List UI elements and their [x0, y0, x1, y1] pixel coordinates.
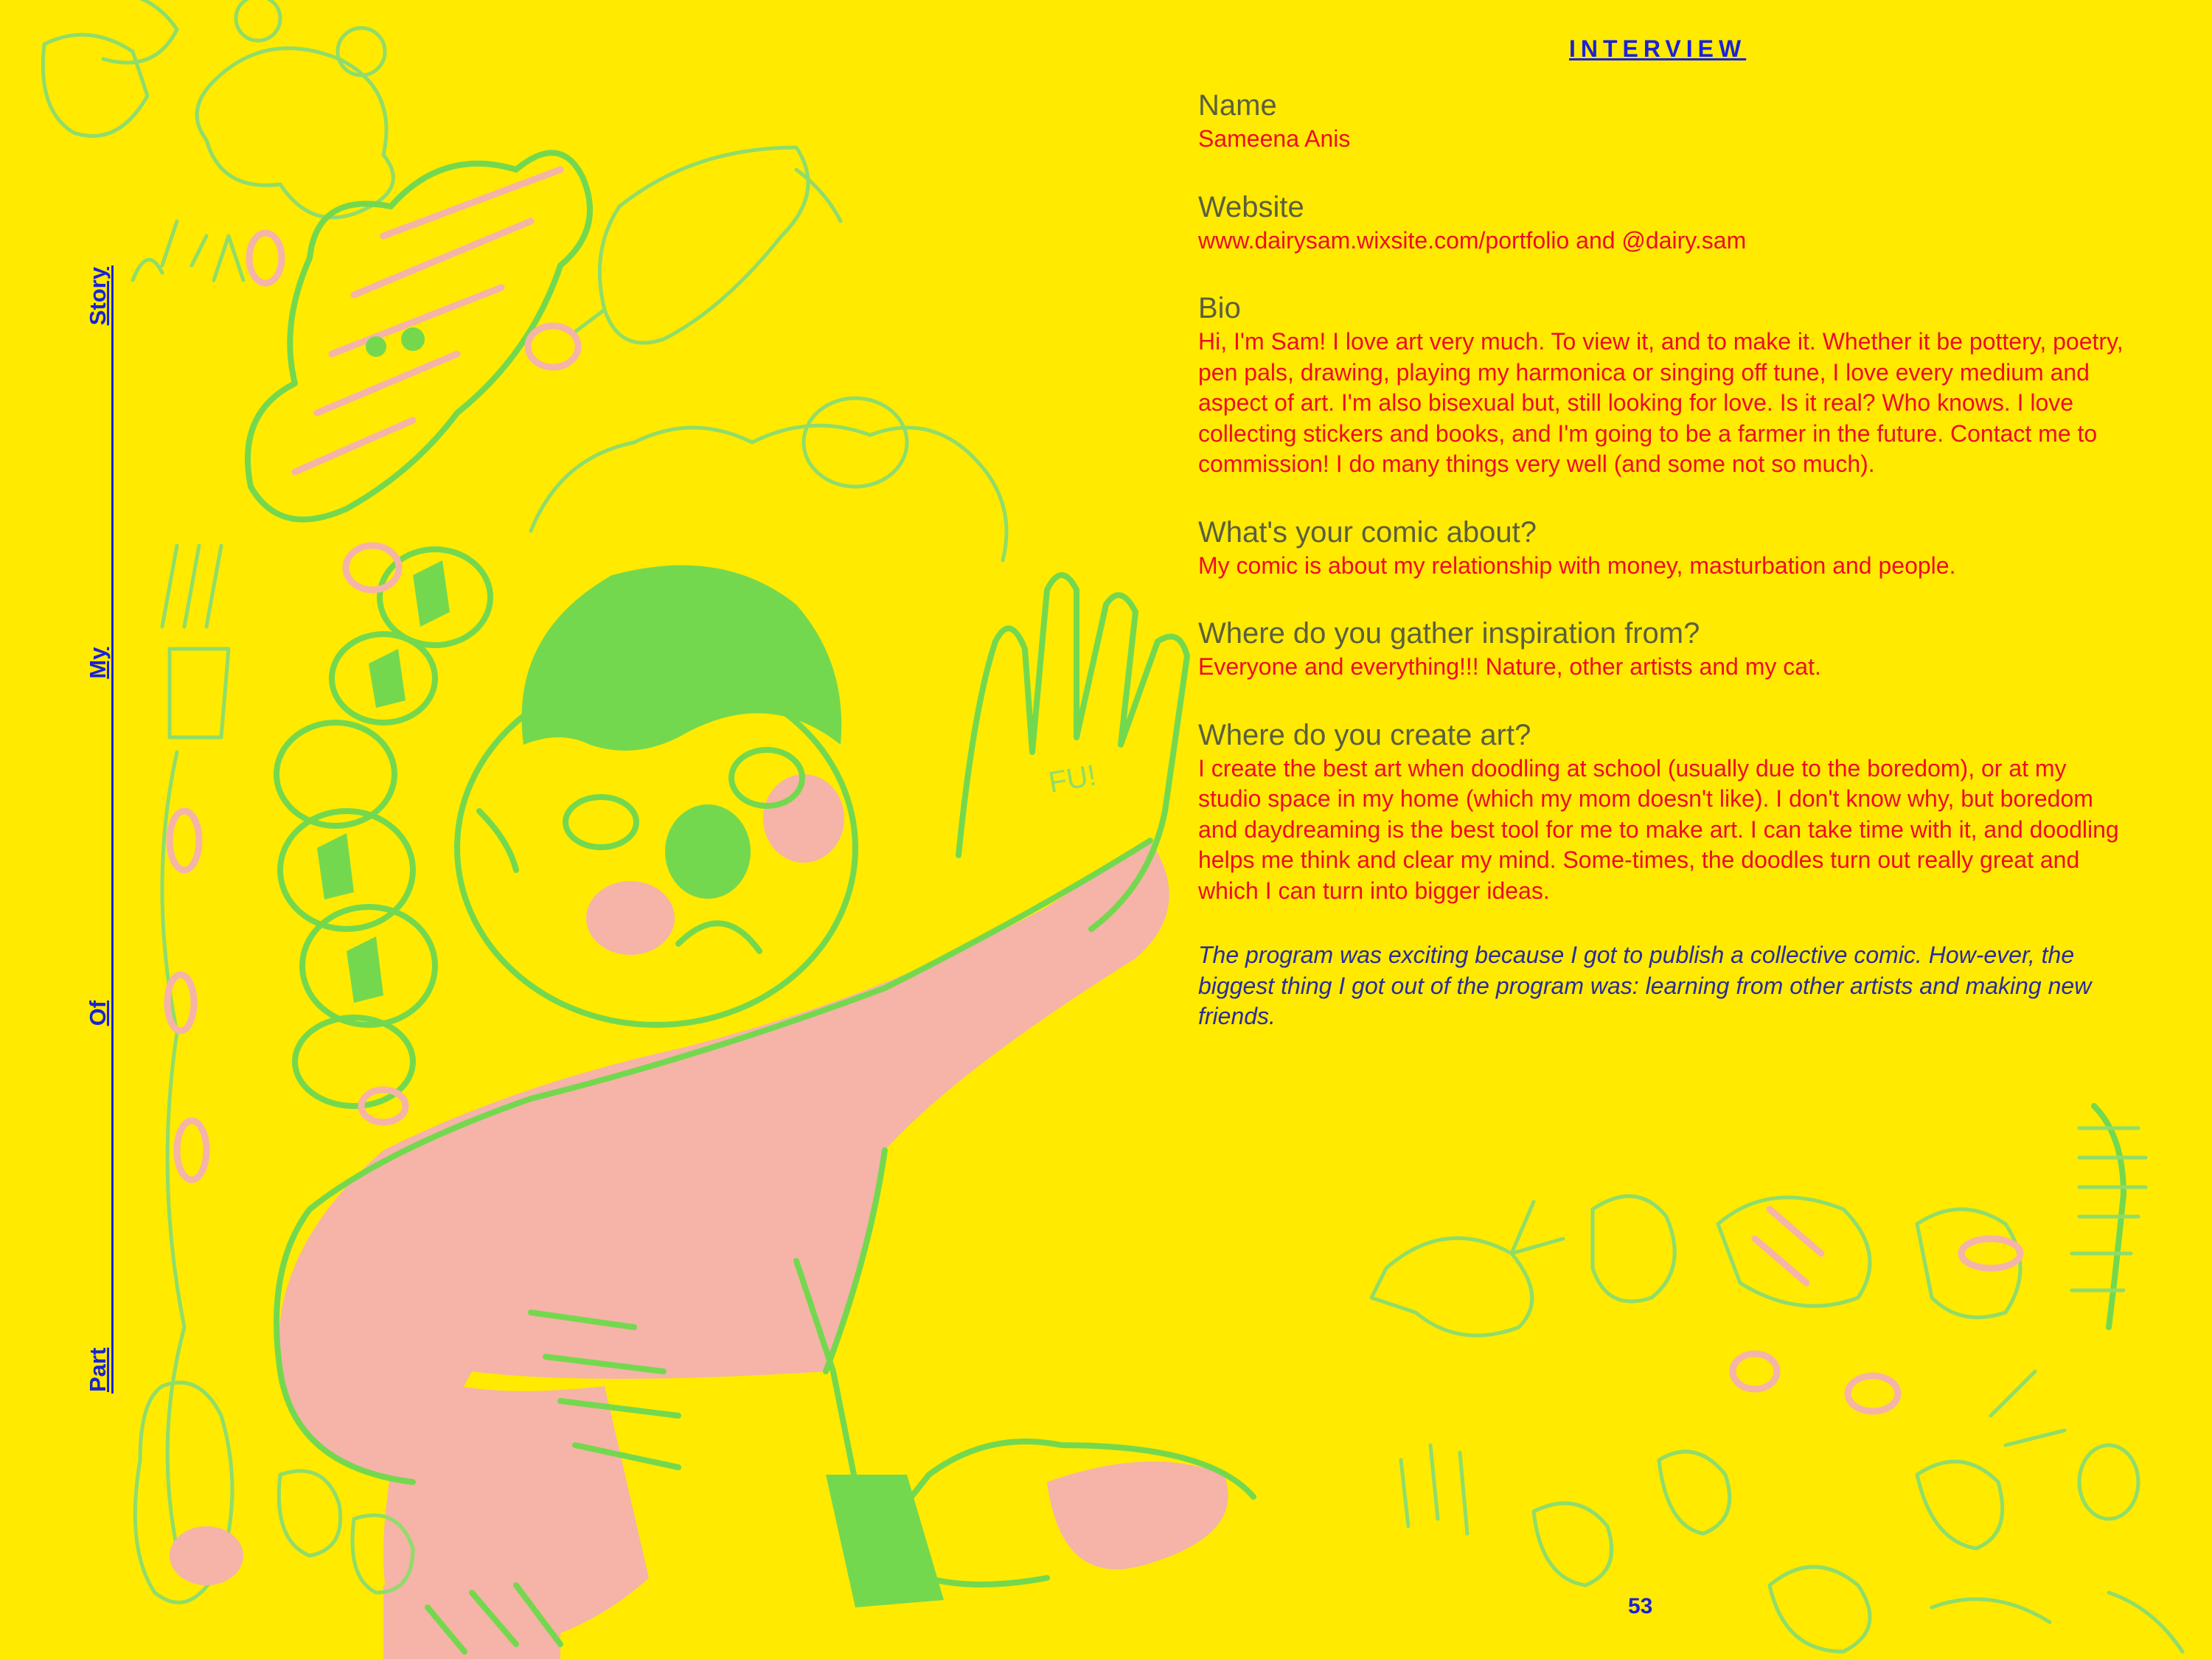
illustration-text: FU! — [1046, 759, 1099, 799]
qa-name — [1198, 87, 2135, 155]
interview-content — [1198, 87, 2135, 1032]
side-nav-link-of[interactable]: Of — [85, 1000, 111, 1026]
side-nav-link-my[interactable]: My — [85, 647, 111, 679]
question-name: Name — [1198, 89, 1277, 122]
side-nav — [80, 265, 116, 1394]
answer-website[interactable]: www.dairysam.wixsite.com/portfolio and @dairy.sam — [1198, 226, 1747, 254]
qa-create-art — [1198, 717, 2135, 907]
answer-inspiration: Everyone and everything!!! Nature, other artists and my cat. — [1198, 653, 1821, 680]
question-website: Website — [1198, 190, 1304, 223]
qa-bio — [1198, 290, 2135, 480]
page-number: 53 — [1628, 1594, 1653, 1618]
answer-create-art: I create the best art when doodling at school (usually due to the boredom), or at my studio space in my home (which my mom doesn't like). I don't know why, but boredom and daydreaming is the best tool for me to make art. I can take time with it, and doodling helps me think and clear my mind. Some-times, the doodles turn out really great and which I can turn into bigger ideas. — [1198, 754, 2119, 904]
side-nav-link-part[interactable]: Part — [85, 1347, 111, 1392]
qa-website — [1198, 189, 2135, 257]
qa-inspiration — [1198, 615, 2135, 683]
section-label[interactable]: INTERVIEW — [1569, 35, 1747, 62]
question-bio: Bio — [1198, 292, 1241, 324]
qa-comic-about — [1198, 514, 2135, 582]
answer-bio: Hi, I'm Sam! I love art very much. To view it, and to make it. Whether it be pottery, poetry, pen pals, drawing, playing my harmonica or singing off tune, I love every medium and aspect of art. I'm also bisexual but, still looking for love. Is it real? Who knows. I love collecting stickers and books, and I'm going to be a farmer in the future. Contact me to commission! I do many things very well (and some not so much). — [1198, 328, 2124, 477]
question-inspiration: Where do you gather inspiration from? — [1198, 617, 1700, 650]
answer-comic-about: My comic is about my relationship with money, masturbation and people. — [1198, 552, 1956, 579]
side-nav-rule — [111, 265, 114, 1394]
question-comic-about: What's your comic about? — [1198, 515, 1537, 549]
side-nav-link-story[interactable]: Story — [85, 267, 111, 326]
program-quote: The program was exciting because I got to publish a collective comic. How-ever, the biggest thing I got out of the program was: learning from other artists and making new friends. — [1198, 942, 2092, 1029]
answer-name: Sameena Anis — [1198, 125, 1351, 152]
question-create-art: Where do you create art? — [1198, 718, 1531, 751]
